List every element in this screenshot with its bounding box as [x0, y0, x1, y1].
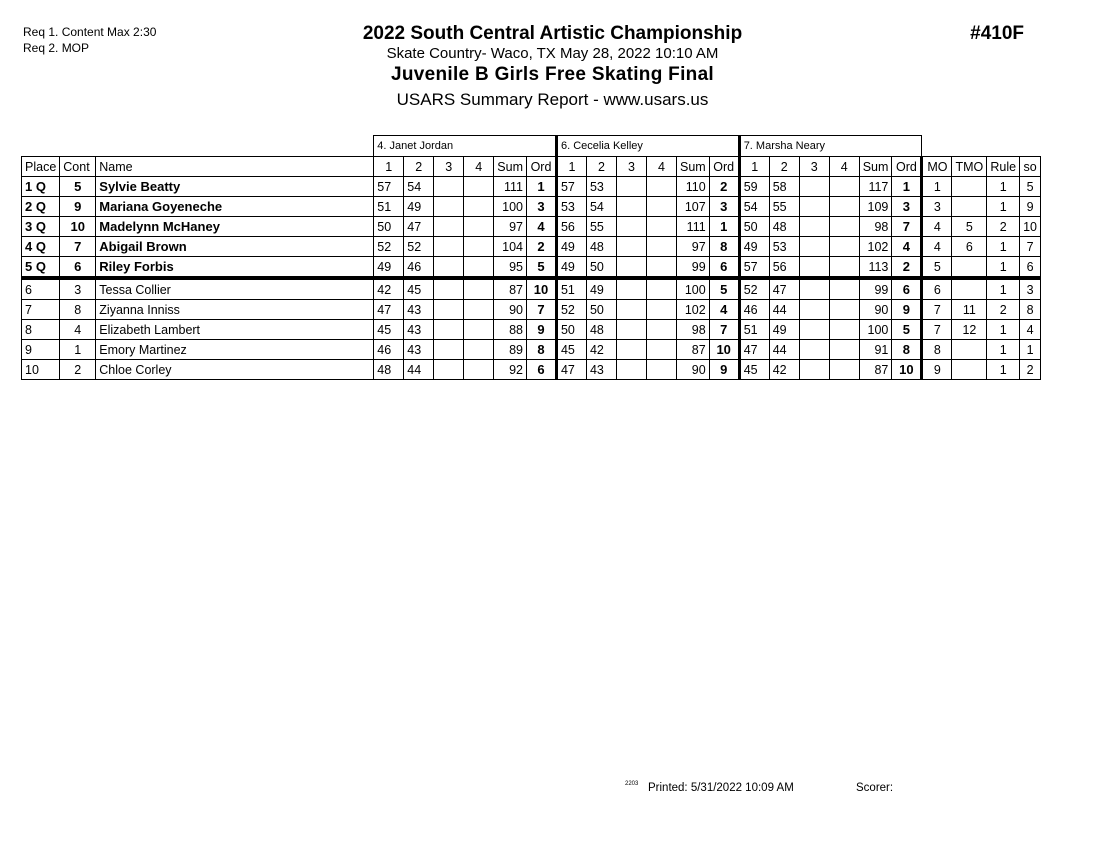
judge-3-header: 7. Marsha Neary: [739, 136, 922, 157]
sum-cell: 97: [676, 237, 709, 257]
ord-cell: 9: [526, 320, 556, 340]
ord-cell: 10: [526, 278, 556, 300]
result-row: [22, 237, 1041, 257]
result-row: [22, 300, 1041, 320]
result-row: [22, 340, 1041, 360]
sum-cell: 91: [859, 340, 892, 360]
score-cell: [799, 217, 829, 237]
score-cell: [799, 257, 829, 279]
score-cell: [799, 320, 829, 340]
score-cell: 42: [769, 360, 799, 380]
score-cell: [434, 197, 464, 217]
ord-cell: 6: [526, 360, 556, 380]
score-cell: [646, 360, 676, 380]
tmo-cell: [952, 257, 987, 279]
place-cell: 5 Q: [22, 257, 60, 279]
score-cell: 47: [404, 217, 434, 237]
ord-cell: 8: [892, 340, 922, 360]
j2-score3-header: 3: [616, 157, 646, 177]
score-cell: 51: [556, 278, 586, 300]
name-cell: Tessa Collier: [96, 278, 374, 300]
place-cell: 2 Q: [22, 197, 60, 217]
cont-header: Cont: [60, 157, 96, 177]
name-cell: Riley Forbis: [96, 257, 374, 279]
ord-cell: 10: [892, 360, 922, 380]
name-cell: Sylvie Beatty: [96, 177, 374, 197]
j1-ord-header: Ord: [526, 157, 556, 177]
place-header: Place: [22, 157, 60, 177]
sum-cell: 109: [859, 197, 892, 217]
score-cell: [799, 237, 829, 257]
score-cell: [646, 300, 676, 320]
score-cell: 47: [769, 278, 799, 300]
name-cell: Chloe Corley: [96, 360, 374, 380]
score-cell: 52: [404, 237, 434, 257]
score-cell: [646, 257, 676, 279]
score-cell: [829, 300, 859, 320]
j1-score1-header: 1: [374, 157, 404, 177]
score-cell: 46: [404, 257, 434, 279]
tmo-cell: [952, 197, 987, 217]
score-cell: [829, 320, 859, 340]
score-cell: 43: [404, 320, 434, 340]
ord-cell: 9: [709, 360, 739, 380]
name-cell: Emory Martinez: [96, 340, 374, 360]
so-cell: 10: [1020, 217, 1041, 237]
ord-cell: 1: [892, 177, 922, 197]
score-cell: 55: [769, 197, 799, 217]
tmo-cell: 6: [952, 237, 987, 257]
score-cell: 48: [769, 217, 799, 237]
rule-cell: 1: [987, 237, 1020, 257]
mo-cell: 6: [922, 278, 952, 300]
j2-score1-header: 1: [556, 157, 586, 177]
ord-cell: 5: [709, 278, 739, 300]
score-cell: [829, 217, 859, 237]
mo-cell: 4: [922, 217, 952, 237]
score-cell: 55: [586, 217, 616, 237]
cont-cell: 4: [60, 320, 96, 340]
name-cell: Abigail Brown: [96, 237, 374, 257]
j1-sum-header: Sum: [494, 157, 527, 177]
sum-cell: 90: [494, 300, 527, 320]
report-title: USARS Summary Report - www.usars.us: [396, 90, 709, 109]
scorer-label: Scorer:: [856, 782, 894, 794]
score-cell: 49: [404, 197, 434, 217]
so-header: so: [1020, 157, 1041, 177]
score-cell: 42: [586, 340, 616, 360]
score-cell: 53: [586, 177, 616, 197]
ord-cell: 2: [892, 257, 922, 279]
ord-cell: 6: [892, 278, 922, 300]
event-number: #410F: [970, 23, 1024, 44]
ord-cell: 4: [526, 217, 556, 237]
score-cell: 45: [556, 340, 586, 360]
score-cell: [646, 278, 676, 300]
ord-cell: 1: [526, 177, 556, 197]
score-cell: [616, 320, 646, 340]
result-row: [22, 278, 1041, 300]
score-cell: 52: [739, 278, 769, 300]
judge-1-header: 4. Janet Jordan: [374, 136, 557, 157]
score-cell: [434, 340, 464, 360]
score-cell: 54: [404, 177, 434, 197]
rule-cell: 1: [987, 360, 1020, 380]
place-cell: 4 Q: [22, 237, 60, 257]
ord-cell: 5: [892, 320, 922, 340]
score-cell: 58: [769, 177, 799, 197]
score-cell: [829, 177, 859, 197]
place-cell: 1 Q: [22, 177, 60, 197]
sum-cell: 102: [859, 237, 892, 257]
j3-score3-header: 3: [799, 157, 829, 177]
name-header: Name: [96, 157, 374, 177]
score-cell: 52: [374, 237, 404, 257]
j3-ord-header: Ord: [892, 157, 922, 177]
score-cell: [434, 177, 464, 197]
score-cell: 54: [586, 197, 616, 217]
j1-score4-header: 4: [464, 157, 494, 177]
sum-cell: 98: [676, 320, 709, 340]
score-cell: 57: [374, 177, 404, 197]
score-cell: 56: [556, 217, 586, 237]
cont-cell: 10: [60, 217, 96, 237]
score-cell: 43: [404, 340, 434, 360]
result-row: [22, 177, 1041, 197]
ord-cell: 4: [709, 300, 739, 320]
cont-cell: 8: [60, 300, 96, 320]
j2-ord-header: Ord: [709, 157, 739, 177]
score-cell: [616, 217, 646, 237]
score-cell: [829, 360, 859, 380]
score-cell: 54: [739, 197, 769, 217]
score-cell: [799, 177, 829, 197]
score-cell: [646, 177, 676, 197]
cont-cell: 9: [60, 197, 96, 217]
sum-cell: 95: [494, 257, 527, 279]
so-cell: 4: [1020, 320, 1041, 340]
score-cell: 50: [374, 217, 404, 237]
score-cell: [646, 320, 676, 340]
sum-cell: 113: [859, 257, 892, 279]
j2-score2-header: 2: [586, 157, 616, 177]
score-cell: 48: [374, 360, 404, 380]
score-cell: 51: [739, 320, 769, 340]
venue-date: Skate Country- Waco, TX May 28, 2022 10:10 AM: [386, 45, 719, 62]
score-cell: [799, 278, 829, 300]
results-table: [21, 135, 1041, 380]
score-cell: [616, 278, 646, 300]
score-cell: 59: [739, 177, 769, 197]
place-cell: 8: [22, 320, 60, 340]
name-cell: Madelynn McHaney: [96, 217, 374, 237]
score-cell: [616, 177, 646, 197]
score-cell: 57: [556, 177, 586, 197]
j1-score2-header: 2: [404, 157, 434, 177]
score-cell: 47: [739, 340, 769, 360]
so-cell: 9: [1020, 197, 1041, 217]
score-cell: 49: [374, 257, 404, 279]
score-cell: [464, 257, 494, 279]
score-cell: [464, 278, 494, 300]
score-cell: 50: [586, 300, 616, 320]
ord-cell: 5: [526, 257, 556, 279]
requirement-1: Req 1. Content Max 2:30: [23, 25, 157, 39]
sum-cell: 87: [494, 278, 527, 300]
tmo-cell: [952, 340, 987, 360]
score-cell: 56: [769, 257, 799, 279]
score-cell: [799, 300, 829, 320]
mo-cell: 1: [922, 177, 952, 197]
score-cell: [434, 278, 464, 300]
result-row: [22, 320, 1041, 340]
score-cell: 42: [374, 278, 404, 300]
rule-cell: 2: [987, 217, 1020, 237]
score-cell: 47: [556, 360, 586, 380]
ord-cell: 7: [526, 300, 556, 320]
so-cell: 7: [1020, 237, 1041, 257]
sum-cell: 98: [859, 217, 892, 237]
sum-cell: 90: [859, 300, 892, 320]
score-cell: 48: [586, 320, 616, 340]
score-cell: [434, 237, 464, 257]
score-cell: 49: [769, 320, 799, 340]
score-cell: 53: [769, 237, 799, 257]
j2-sum-header: Sum: [676, 157, 709, 177]
score-cell: [464, 237, 494, 257]
rule-cell: 2: [987, 300, 1020, 320]
score-cell: [829, 340, 859, 360]
footer-code: 2203: [625, 781, 639, 787]
j2-score4-header: 4: [646, 157, 676, 177]
score-cell: 43: [586, 360, 616, 380]
tmo-cell: 12: [952, 320, 987, 340]
rule-cell: 1: [987, 257, 1020, 279]
score-cell: 45: [739, 360, 769, 380]
mo-cell: 7: [922, 300, 952, 320]
rule-cell: 1: [987, 320, 1020, 340]
so-cell: 1: [1020, 340, 1041, 360]
rule-cell: 1: [987, 197, 1020, 217]
so-cell: 6: [1020, 257, 1041, 279]
ord-cell: 7: [709, 320, 739, 340]
score-cell: [616, 237, 646, 257]
ord-cell: 2: [526, 237, 556, 257]
sum-cell: 111: [494, 177, 527, 197]
ord-cell: 8: [526, 340, 556, 360]
sum-cell: 117: [859, 177, 892, 197]
score-cell: [829, 257, 859, 279]
tmo-cell: 5: [952, 217, 987, 237]
j1-score3-header: 3: [434, 157, 464, 177]
rule-header: Rule: [987, 157, 1020, 177]
score-cell: [464, 340, 494, 360]
score-cell: 47: [374, 300, 404, 320]
sum-cell: 88: [494, 320, 527, 340]
score-cell: [616, 197, 646, 217]
score-cell: 46: [374, 340, 404, 360]
score-cell: 46: [739, 300, 769, 320]
so-cell: 3: [1020, 278, 1041, 300]
cont-cell: 6: [60, 257, 96, 279]
so-cell: 5: [1020, 177, 1041, 197]
score-cell: 50: [586, 257, 616, 279]
tmo-cell: [952, 360, 987, 380]
event-name: Juvenile B Girls Free Skating Final: [390, 64, 715, 85]
score-cell: [464, 217, 494, 237]
ord-cell: 10: [709, 340, 739, 360]
ord-cell: 3: [709, 197, 739, 217]
score-cell: 49: [556, 237, 586, 257]
sum-cell: 87: [859, 360, 892, 380]
tmo-cell: [952, 278, 987, 300]
cont-cell: 2: [60, 360, 96, 380]
score-cell: 57: [739, 257, 769, 279]
mo-header: MO: [922, 157, 952, 177]
score-cell: 44: [769, 300, 799, 320]
score-cell: [434, 300, 464, 320]
score-cell: [799, 360, 829, 380]
cont-cell: 1: [60, 340, 96, 360]
mo-cell: 3: [922, 197, 952, 217]
tmo-header: TMO: [952, 157, 987, 177]
sum-cell: 90: [676, 360, 709, 380]
score-cell: 45: [404, 278, 434, 300]
rule-cell: 1: [987, 177, 1020, 197]
mo-cell: 8: [922, 340, 952, 360]
score-cell: [616, 257, 646, 279]
score-cell: 48: [586, 237, 616, 257]
ord-cell: 4: [892, 237, 922, 257]
place-cell: 9: [22, 340, 60, 360]
mo-cell: 5: [922, 257, 952, 279]
sum-cell: 111: [676, 217, 709, 237]
score-cell: 45: [374, 320, 404, 340]
place-cell: 7: [22, 300, 60, 320]
result-row: [22, 360, 1041, 380]
score-cell: [616, 360, 646, 380]
result-row: [22, 197, 1041, 217]
score-cell: [616, 340, 646, 360]
sum-cell: 104: [494, 237, 527, 257]
score-cell: [464, 320, 494, 340]
result-row: [22, 257, 1041, 279]
mo-cell: 4: [922, 237, 952, 257]
score-cell: 52: [556, 300, 586, 320]
score-cell: 43: [404, 300, 434, 320]
j3-score4-header: 4: [829, 157, 859, 177]
score-cell: 49: [556, 257, 586, 279]
sum-cell: 100: [494, 197, 527, 217]
score-cell: 51: [374, 197, 404, 217]
score-cell: 49: [739, 237, 769, 257]
cont-cell: 5: [60, 177, 96, 197]
score-cell: [434, 257, 464, 279]
ord-cell: 8: [709, 237, 739, 257]
score-cell: [829, 197, 859, 217]
ord-cell: 2: [709, 177, 739, 197]
score-cell: [646, 217, 676, 237]
score-cell: [646, 237, 676, 257]
name-cell: Ziyanna Inniss: [96, 300, 374, 320]
name-cell: Mariana Goyeneche: [96, 197, 374, 217]
score-cell: [829, 278, 859, 300]
tmo-cell: 11: [952, 300, 987, 320]
ord-cell: 1: [709, 217, 739, 237]
sum-cell: 102: [676, 300, 709, 320]
score-cell: [464, 300, 494, 320]
place-cell: 10: [22, 360, 60, 380]
rule-cell: 1: [987, 340, 1020, 360]
score-cell: 44: [769, 340, 799, 360]
name-cell: Elizabeth Lambert: [96, 320, 374, 340]
score-cell: [829, 237, 859, 257]
ord-cell: 9: [892, 300, 922, 320]
score-cell: [434, 360, 464, 380]
score-cell: [434, 320, 464, 340]
sum-cell: 99: [859, 278, 892, 300]
score-cell: [464, 177, 494, 197]
sum-cell: 97: [494, 217, 527, 237]
requirement-2: Req 2. MOP: [23, 41, 90, 55]
score-cell: [646, 340, 676, 360]
so-cell: 2: [1020, 360, 1041, 380]
score-cell: [464, 360, 494, 380]
ord-cell: 6: [709, 257, 739, 279]
sum-cell: 89: [494, 340, 527, 360]
j3-sum-header: Sum: [859, 157, 892, 177]
place-cell: 6: [22, 278, 60, 300]
score-cell: [616, 300, 646, 320]
rule-cell: 1: [987, 278, 1020, 300]
sum-cell: 100: [676, 278, 709, 300]
mo-cell: 7: [922, 320, 952, 340]
score-cell: 53: [556, 197, 586, 217]
sum-cell: 107: [676, 197, 709, 217]
sum-cell: 110: [676, 177, 709, 197]
score-cell: [799, 340, 829, 360]
ord-cell: 3: [892, 197, 922, 217]
tmo-cell: [952, 177, 987, 197]
cont-cell: 3: [60, 278, 96, 300]
ord-cell: 3: [526, 197, 556, 217]
score-cell: 49: [586, 278, 616, 300]
score-cell: 50: [556, 320, 586, 340]
place-cell: 3 Q: [22, 217, 60, 237]
score-cell: [464, 197, 494, 217]
so-cell: 8: [1020, 300, 1041, 320]
sum-cell: 87: [676, 340, 709, 360]
ord-cell: 7: [892, 217, 922, 237]
sum-cell: 99: [676, 257, 709, 279]
championship-title: 2022 South Central Artistic Championship: [362, 23, 743, 44]
sum-cell: 100: [859, 320, 892, 340]
score-cell: [799, 197, 829, 217]
printed-timestamp: Printed: 5/31/2022 10:09 AM: [648, 782, 794, 794]
cont-cell: 7: [60, 237, 96, 257]
score-cell: 44: [404, 360, 434, 380]
j3-score2-header: 2: [769, 157, 799, 177]
sum-cell: 92: [494, 360, 527, 380]
result-row: [22, 217, 1041, 237]
judge-2-header: 6. Cecelia Kelley: [556, 136, 739, 157]
score-cell: [434, 217, 464, 237]
j3-score1-header: 1: [739, 157, 769, 177]
score-cell: 50: [739, 217, 769, 237]
score-cell: [646, 197, 676, 217]
mo-cell: 9: [922, 360, 952, 380]
